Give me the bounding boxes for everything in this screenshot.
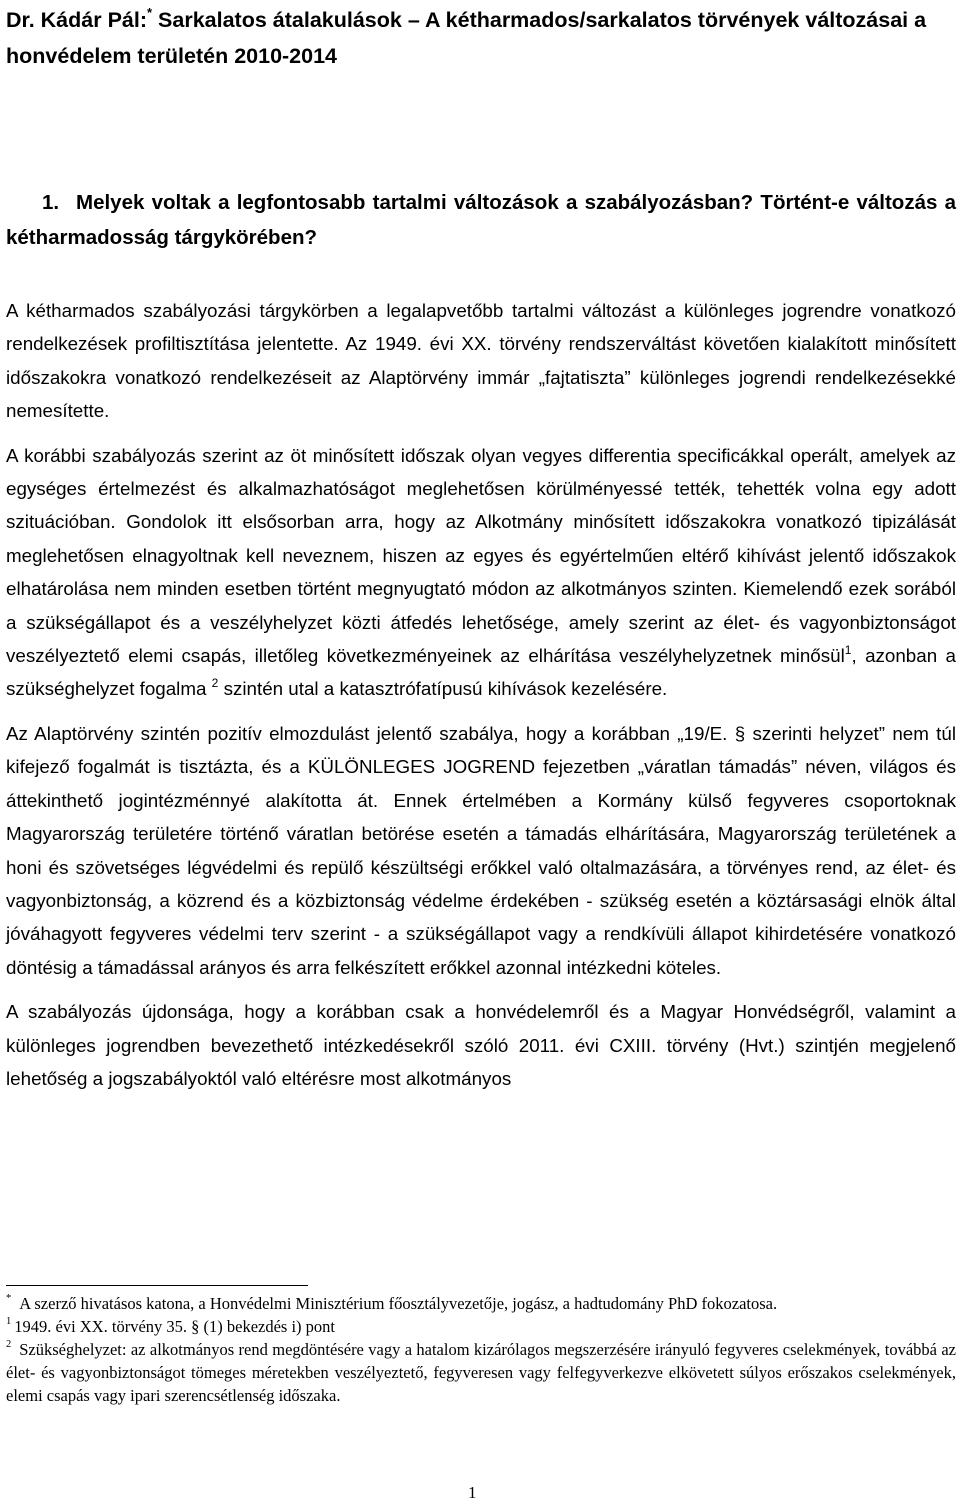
footnote-text: A szerző hivatásos katona, a Honvédelmi Minisztérium főosztályvezetője, jogász, a hadtudomány PhD fokozatosa. [19,1294,778,1313]
question-heading [6,185,956,255]
footnote-2 [6,1338,956,1407]
footnote-marker: 2 [6,1338,12,1350]
title-footnote-marker[interactable]: * [147,4,153,20]
question-text: Melyek voltak a legfontosabb tartalmi változások a szabályozásban? Történt-e változás a kétharmadosság tárgykörében? [6,191,956,249]
footnote-text: 1949. évi XX. törvény 35. § (1) bekezdés i) pont [14,1317,336,1336]
document-title [6,2,946,74]
footnote-marker: * [6,1292,12,1304]
footnote-ref-1[interactable]: 1 [844,642,852,657]
title-text-author: Dr. Kádár Pál: [6,8,147,32]
footnote-text: Szükséghelyzet: az alkotmányos rend megdöntésére vagy a hatalom kizárólagos megszerzésére irányuló fegyveres cselekmények, továbbá az élet- és vagyonbiztonságot tömeges méretekben veszélyeztető, fegyveresen vagy felfegyverkezve elkövetett súlyos erőszakos cselekmények, elemi csapás vagy ipari szerencsétlenség időszaka. [6,1340,956,1405]
footnote-separator [6,1285,308,1286]
page-number: 1 [468,1483,477,1502]
question-number: 1. [42,191,60,214]
paragraph-3: Az Alaptörvény szintén pozitív elmozdulást jelentő szabálya, hogy a korábban „19/E. § szerinti helyzet” nem túl kifejező fogalmát is tisztázta, és a KÜLÖNLEGES JOGREND fejezetben „váratlan támadás” néven, világos és áttekinthető jogintézménnyé alakította át. Ennek értelmében a Kormány külső fegyveres csoportoknak Magyarország területére történő váratlan betörése esetén a támadás elhárítására, Magyarország területének a honi és szövetséges légvédelmi és repülő készültségi erőkkel való oltalmazására, a törvényes rend, az élet- és vagyonbiztonság, a közrend és a közbiztonság védelme érdekében - szükség esetén a köztársasági elnök által jóváhagyott fegyveres védelmi terv szerint - a szükségállapot vagy a rendkívüli állapot kihirdetésére vonatkozó döntésig a támadással arányos és arra felkészített erőkkel azonnal intézkedni köteles. [6,722,956,978]
footnote-ref-2[interactable]: 2 [211,676,219,691]
footnote-1 [6,1315,956,1338]
paragraph-2 [6,439,956,706]
footnote-author [6,1292,956,1315]
paragraph-2-part-a: A korábbi szabályozás szerint az öt minősített időszak olyan vegyes differentia specificákkal operált, amelyek az egységes értelmezést és alkalmazhatóságot meglehetősen körülményessé tették, tehették volna egy adott szituációban. Gondolok itt elsősorban arra, hogy az Alkotmány minősített időszakokra vonatkozó tipizálását meglehetősen elnagyoltnak kell neveznem, hiszen az egyes és egyértelműen eltérő kihívást jelentő időszakok elhatárolása nem minden esetben történt megnyugtató módon az alkotmányos szinten. Kiemelendő ezek sorából a szükségállapot és a veszélyhelyzet közti átfedés lehetősége, amely szerint az élet- és vagyonbiztonságot veszélyeztető elemi csapás, illetőleg következményeinek az elhárítása veszélyhelyzetnek minősül [6,444,956,667]
paragraph-1: A kétharmados szabályozási tárgykörben a legalapvetőbb tartalmi változást a különleges jogrendre vonatkozó rendelkezések profiltisztítása jelentette. Az 1949. évi XX. törvény rendszerváltást követően kialakított minősített időszakokra vonatkozó rendelkezéseit az Alaptörvény immár „fajtatiszta” különleges jogrendi rendelkezésekké nemesítette. [6,300,956,422]
paragraph-2-part-b: , azonban a szükséghelyzet fogalma [6,645,956,700]
body-text [6,294,956,1106]
footnote-marker: 1 [6,1315,12,1327]
paragraph-2-part-c: szintén utal a katasztrófatípusú kihívások kezelésére. [218,678,668,700]
paragraph-4: A szabályozás újdonsága, hogy a korábban csak a honvédelemről és a Magyar Honvédségről, valamint a különleges jogrendben bevezethető intézkedésekről szóló 2011. évi CXIII. törvény (Hvt.) szintjén megjelenő lehetőség a jogszabályoktól való eltérésre most alkotmányos [6,1001,956,1089]
title-text-main: Sarkalatos átalakulások – A kétharmados/sarkalatos törvények változásai a honvédelem területén 2010-2014 [6,8,927,68]
footnotes [6,1292,956,1407]
